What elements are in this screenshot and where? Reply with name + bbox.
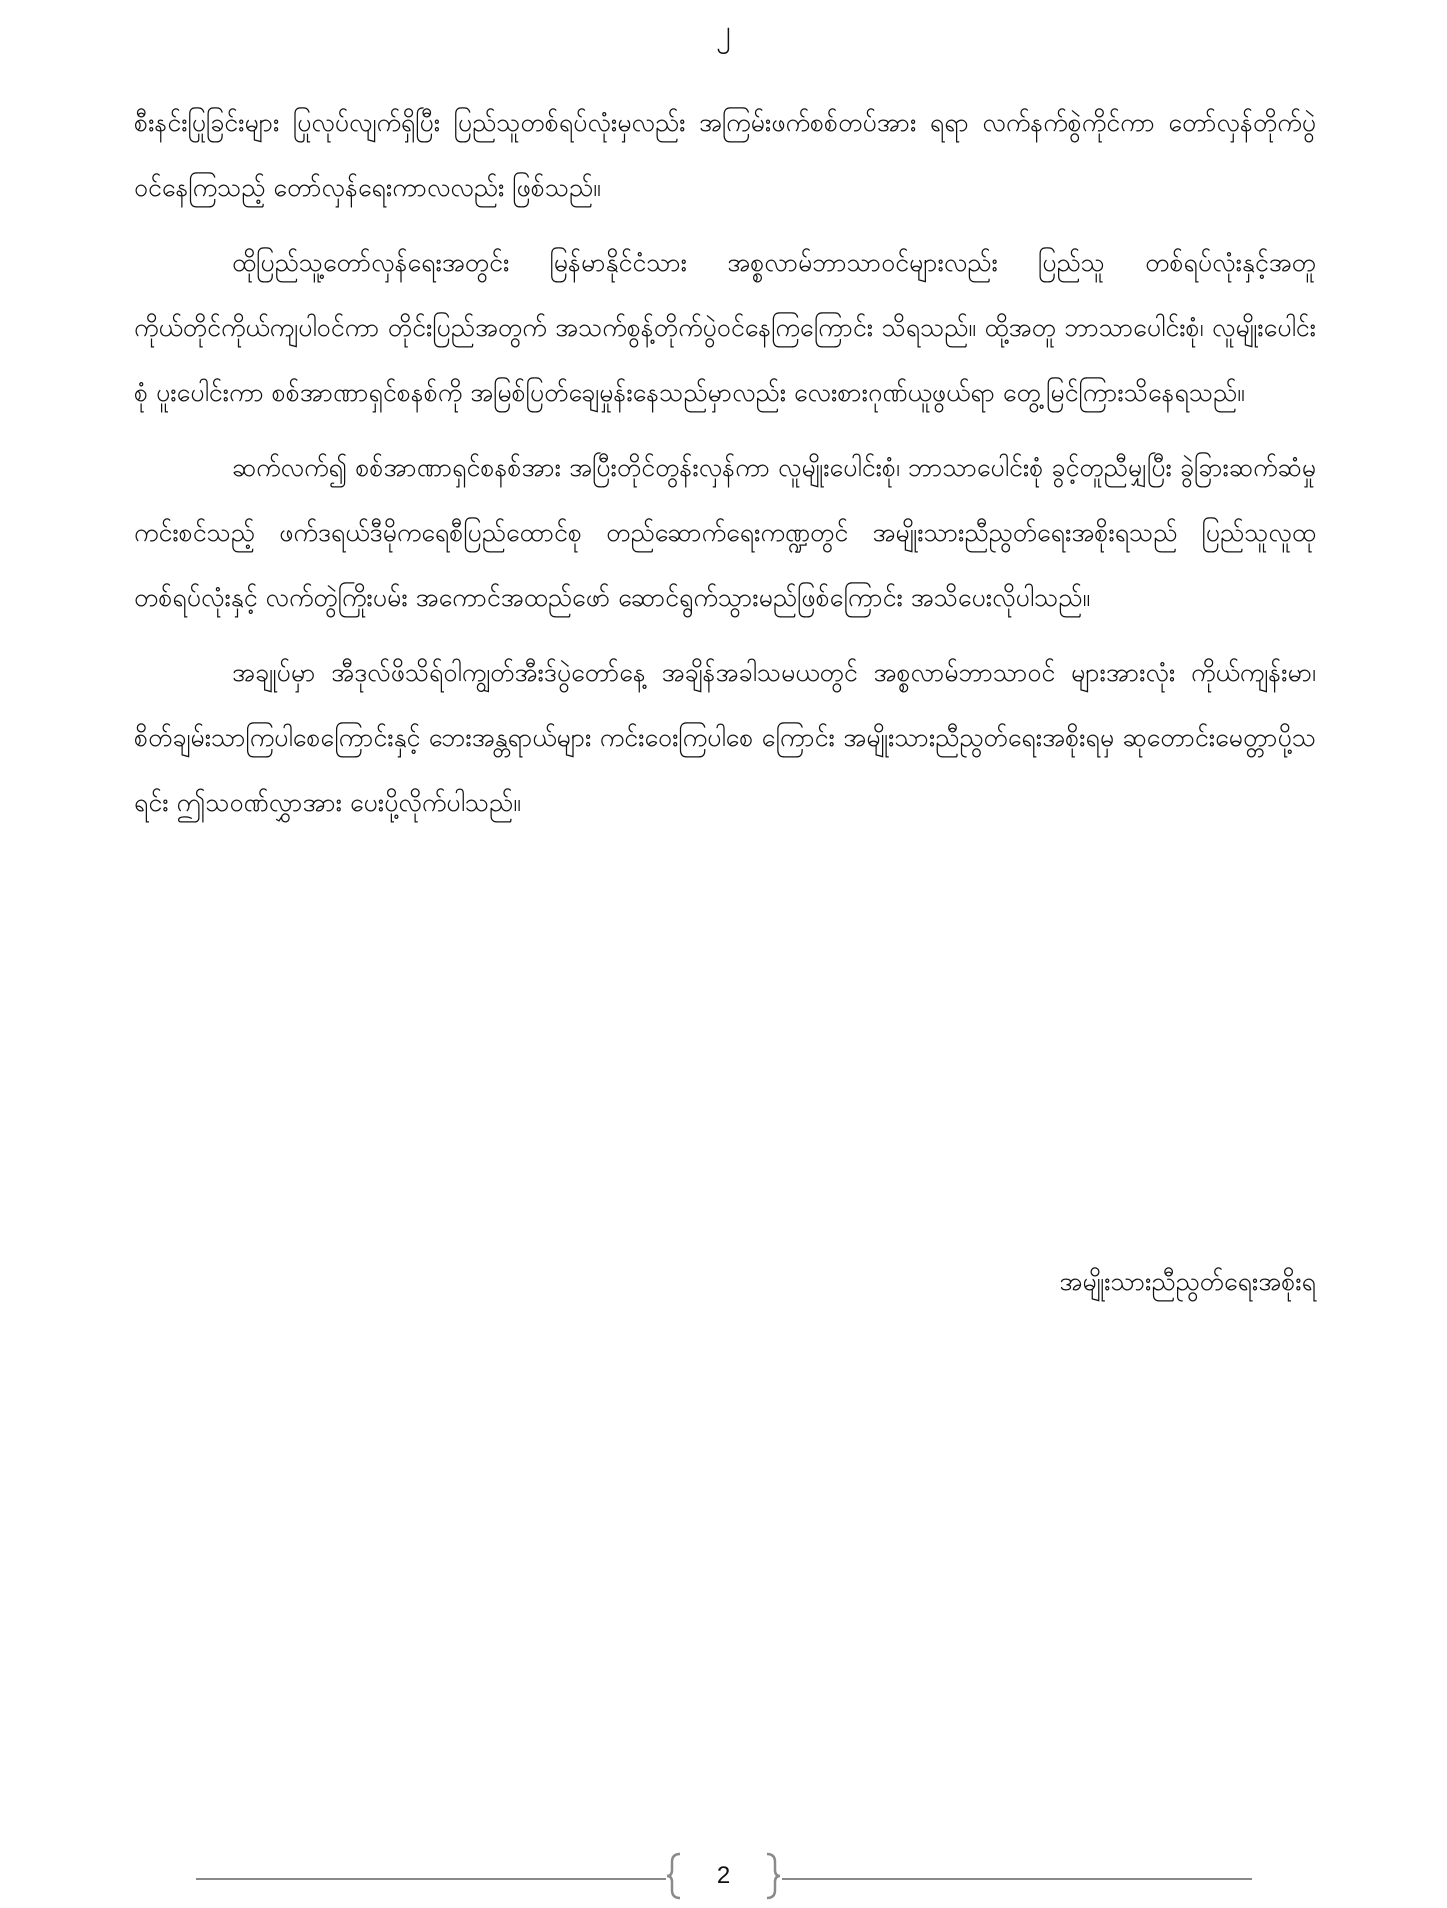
paragraph-3: ဆက်လက်၍ စစ်အာဏာရှင်စနစ်အား အပြီးတိုင်တွန်းလှန်ကာ လူမျိုးပေါင်းစုံ၊ ဘာသာပေါင်းစုံ ခွင့်တူညီမျှပြီး ခွဲခြားဆက်ဆံမှုကင်းစင်သည့် ဖက်ဒရယ်ဒီမိုကရေစီပြည်ထောင်စု တည်ဆောက်ရေးကဏ္ဍတွင် အမျိုးသားညီညွတ်ရေးအစိုးရသည် ပြည်သူလူထုတစ်ရပ်လုံးနှင့် လက်တွဲကြိုးပမ်း အကောင်အထည်ဖော် ဆောင်ရွက်သွားမည်ဖြစ်ကြောင်း အသိပေးလိုပါသည်။ bbox=[134, 453, 1316, 612]
page-footer bbox=[0, 1848, 1447, 1908]
right-brace-icon bbox=[763, 1852, 783, 1900]
paragraph-1: စီးနင်းပြုခြင်းများ ပြုလုပ်လျက်ရှိပြီး ပြည်သူတစ်ရပ်လုံးမှလည်း အကြမ်းဖက်စစ်တပ်အား ရရာ လက်နက်စွဲကိုင်ကာ တော်လှန်တိုက်ပွဲဝင်နေကြသည့် တော်လှန်ရေးကာလလည်း ဖြစ်သည်။ bbox=[134, 108, 1316, 202]
signature-line: အမျိုးသားညီညွတ်ရေးအစိုးရ bbox=[1059, 1267, 1316, 1296]
footer-rule-left bbox=[196, 1878, 666, 1880]
paragraph-4: အချုပ်မှာ အီဒုလ်ဖိသိရ်ဝါကျွတ်အီးဒ်ပွဲတော်နေ့ အချိန်အခါသမယတွင် အစ္စလာမ်ဘာသာဝင် များအားလုံး ကိုယ်ကျန်းမာ၊ စိတ်ချမ်းသာကြပါစေကြောင်းနှင့် ဘေးအန္တရာယ်များ ကင်းဝေးကြပါစေ ကြောင်း အမျိုးသားညီညွတ်ရေးအစိုးရမှ ဆုတောင်းမေတ္တာပို့သရင်း ဤသဝဏ်လွှာအား ပေးပို့လိုက်ပါသည်။ bbox=[134, 658, 1316, 817]
page-header-number: ၂ bbox=[716, 14, 731, 49]
paragraph-2: ထိုပြည်သူ့တော်လှန်ရေးအတွင်း မြန်မာနိုင်ငံသား အစ္စလာမ်ဘာသာဝင်များလည်း ပြည်သူ တစ်ရပ်လုံးနှင့်အတူ ကိုယ်တိုင်ကိုယ်ကျပါဝင်ကာ တိုင်းပြည်အတွက် အသက်စွန့်တိုက်ပွဲဝင်နေကြကြောင်း သိရသည်။ ထို့အတူ ဘာသာပေါင်းစုံ၊ လူမျိုးပေါင်းစုံ ပူးပေါင်းကာ စစ်အာဏာရှင်စနစ်ကို အမြစ်ပြတ်ချေမှုန်းနေသည်မှာလည်း လေးစားဂုဏ်ယူဖွယ်ရာ တွေ့မြင်ကြားသိနေရသည်။ bbox=[134, 248, 1316, 407]
left-brace-icon bbox=[664, 1852, 684, 1900]
footer-rule-right bbox=[782, 1878, 1252, 1880]
footer-page-number: 2 bbox=[716, 1862, 731, 1889]
letter-body bbox=[134, 90, 1316, 845]
